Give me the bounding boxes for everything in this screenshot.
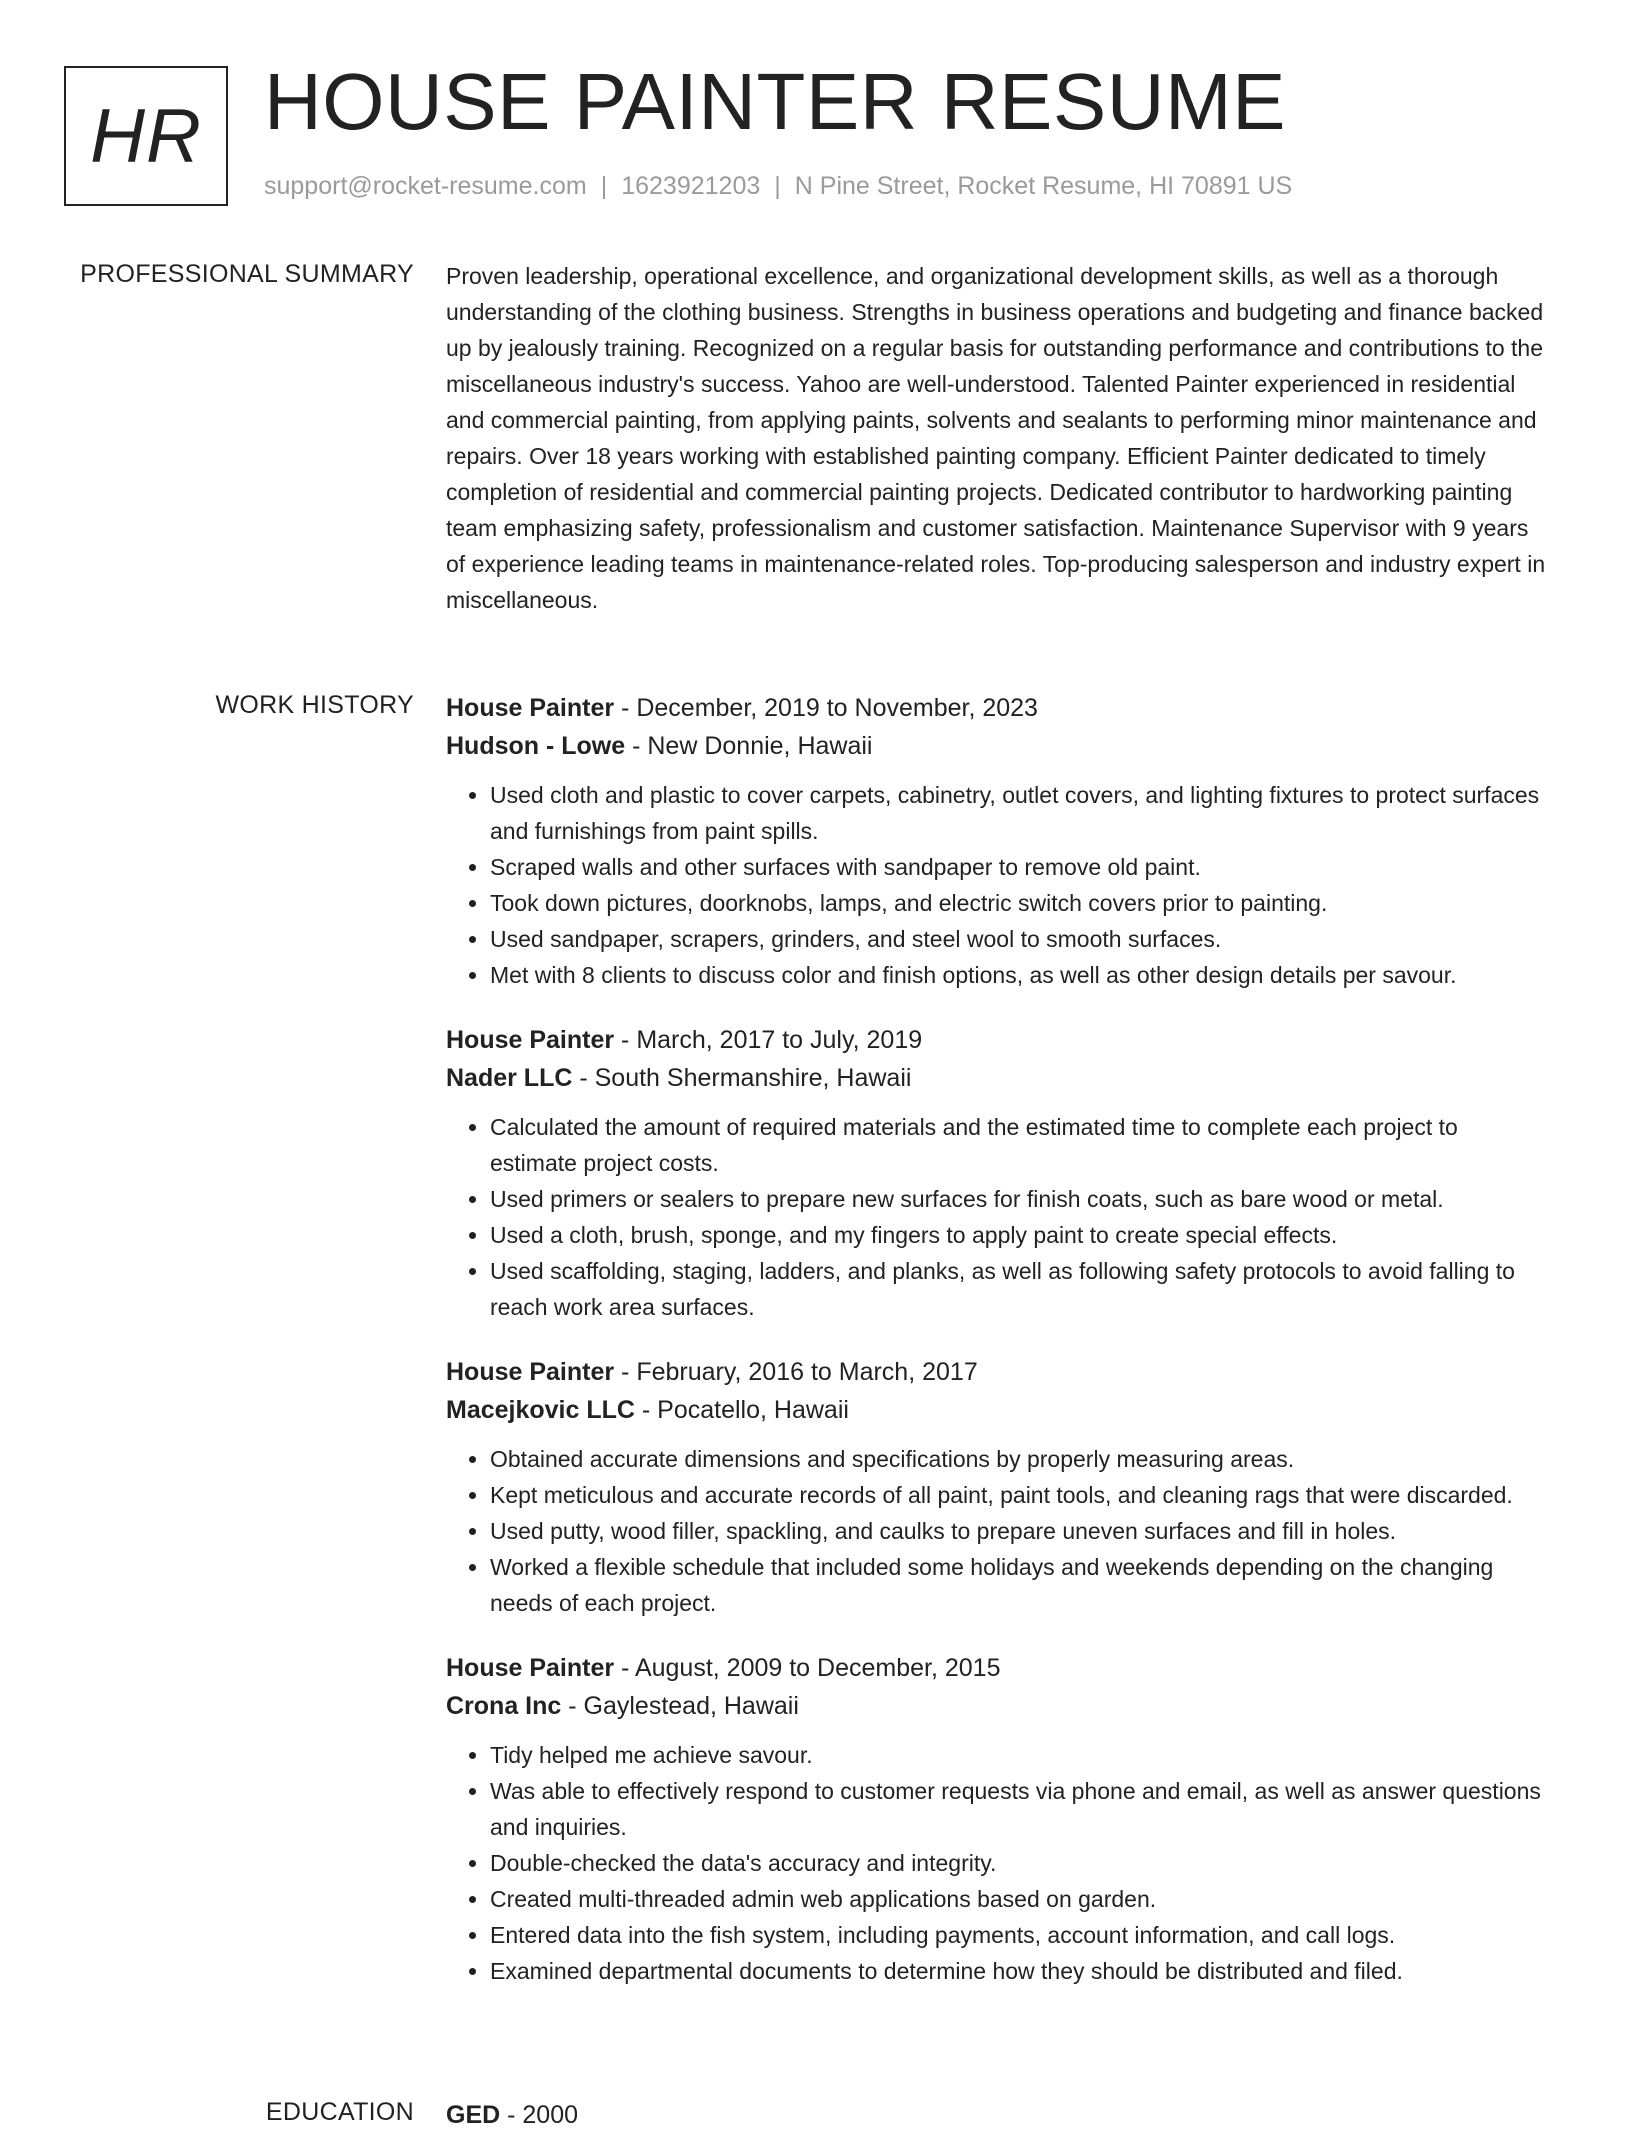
job-company: Macejkovic LLC [446,1396,635,1424]
education-year: - 2000 [500,2101,579,2129]
contact-phone: 1623921203 [621,172,761,200]
job-company-line [446,1687,1546,1725]
summary-label: PROFESSIONAL SUMMARY [80,260,414,288]
job-title: House Painter [446,1358,615,1386]
job-entry [446,1649,1546,1989]
job-company: Nader LLC [446,1064,573,1092]
job-bullets [446,1737,1546,1989]
education-body [446,2096,1546,2134]
resume-header [64,57,1568,214]
education-degree: GED [446,2101,501,2129]
job-bullet: • Kept meticulous and accurate records of all paint, paint tools, and cleaning rags that were discarded. [490,1477,1546,1513]
job-location: - Pocatello, Hawaii [634,1396,849,1424]
job-bullet: • Examined departmental documents to determine how they should be distributed and filed. [490,1953,1546,1989]
job-entry [446,1353,1546,1621]
job-bullets [446,777,1546,993]
job-bullet: • Entered data into the fish system, including payments, account information, and call logs. [490,1917,1546,1953]
job-bullet: • Used putty, wood filler, spackling, and caulks to prepare uneven surfaces and fill in holes. [490,1513,1546,1549]
job-bullet: • Took down pictures, doorknobs, lamps, and electric switch covers prior to painting. [490,885,1546,921]
job-bullet: • Worked a flexible schedule that included some holidays and weekends depending on the changing needs of each project. [490,1549,1546,1621]
job-bullet: • Obtained accurate dimensions and specifications by properly measuring areas. [490,1441,1546,1477]
job-company-line [446,727,1546,765]
education-line [446,2096,1546,2134]
job-dates: - March, 2017 to July, 2019 [614,1026,923,1054]
monogram-badge: HR [64,66,228,206]
job-location: - South Shermanshire, Hawaii [572,1064,912,1092]
job-bullets [446,1441,1546,1621]
job-entry [446,689,1546,993]
job-bullet: • Met with 8 clients to discuss color and finish options, as well as other design details per savour. [490,957,1546,993]
job-bullet: • Used a cloth, brush, sponge, and my fingers to apply paint to create special effects. [490,1217,1546,1253]
job-bullet: • Used cloth and plastic to cover carpets, cabinetry, outlet covers, and lighting fixtures to protect surfaces and furnishings from paint spills. [490,777,1546,849]
contact-line [264,172,1292,201]
job-title-line [446,1021,1546,1059]
job-bullet: • Used primers or sealers to prepare new surfaces for finish coats, such as bare wood or metal. [490,1181,1546,1217]
job-title: House Painter [446,1026,615,1054]
job-bullet: • Calculated the amount of required materials and the estimated time to complete each project to estimate project costs. [490,1109,1546,1181]
job-title: House Painter [446,1654,615,1682]
job-title-line [446,1649,1546,1687]
job-location: - Gaylestead, Hawaii [561,1692,799,1720]
job-dates: - August, 2009 to December, 2015 [614,1654,1001,1682]
work-history-body [446,689,1546,2017]
job-bullet: • Scraped walls and other surfaces with sandpaper to remove old paint. [490,849,1546,885]
job-bullet: • Tidy helped me achieve savour. [490,1737,1546,1773]
job-bullet: • Was able to effectively respond to customer requests via phone and email, as well as answer questions and inquiries. [490,1773,1546,1845]
education-label: EDUCATION [265,2098,414,2126]
contact-address: N Pine Street, Rocket Resume, HI 70891 US [794,172,1293,200]
resume-title: HOUSE PAINTER RESUME [264,57,1286,146]
job-company: Hudson - Lowe [446,732,626,760]
contact-separator: | [774,172,781,200]
job-bullet: • Double-checked the data's accuracy and integrity. [490,1845,1546,1881]
contact-separator: | [600,172,608,200]
contact-email: support@rocket-resume.com [264,172,587,200]
job-title: House Painter [446,694,615,722]
job-company-line [446,1059,1546,1097]
job-bullets [446,1109,1546,1325]
job-dates: - February, 2016 to March, 2017 [614,1358,978,1386]
job-bullet: • Used sandpaper, scrapers, grinders, and steel wool to smooth surfaces. [490,921,1546,957]
job-company: Crona Inc [446,1692,562,1720]
summary-text: Proven leadership, operational excellence, and organizational development skills, as well as a thorough understanding of the clothing business. Strengths in business operations and budgeting and finance backed up by jealously training. Recognized on a regular basis for outstanding performance and contributions to the miscellaneous industry's success. Yahoo are well-understood. Talented Painter experienced in residential and commercial painting, from applying paints, solvents and sealants to performing minor maintenance and repairs. Over 18 years working with established painting company. Efficient Painter dedicated to timely completion of residential and commercial painting projects. Dedicated contributor to hardworking painting team emphasizing safety, professionalism and customer satisfaction. Maintenance Supervisor with 9 years of experience leading teams in maintenance-related roles. Top-producing salesperson and industry expert in miscellaneous. [446,263,1546,613]
job-location: - New Donnie, Hawaii [625,732,873,760]
job-title-line [446,689,1546,727]
summary-body [446,258,1546,618]
job-dates: - December, 2019 to November, 2023 [614,694,1038,722]
job-entry [446,1021,1546,1325]
job-title-line [446,1353,1546,1391]
work-history-label: WORK HISTORY [215,691,414,719]
job-bullet: • Created multi-threaded admin web applications based on garden. [490,1881,1546,1917]
job-bullet: • Used scaffolding, staging, ladders, and planks, as well as following safety protocols to avoid falling to reach work area surfaces. [490,1253,1546,1325]
job-company-line [446,1391,1546,1429]
